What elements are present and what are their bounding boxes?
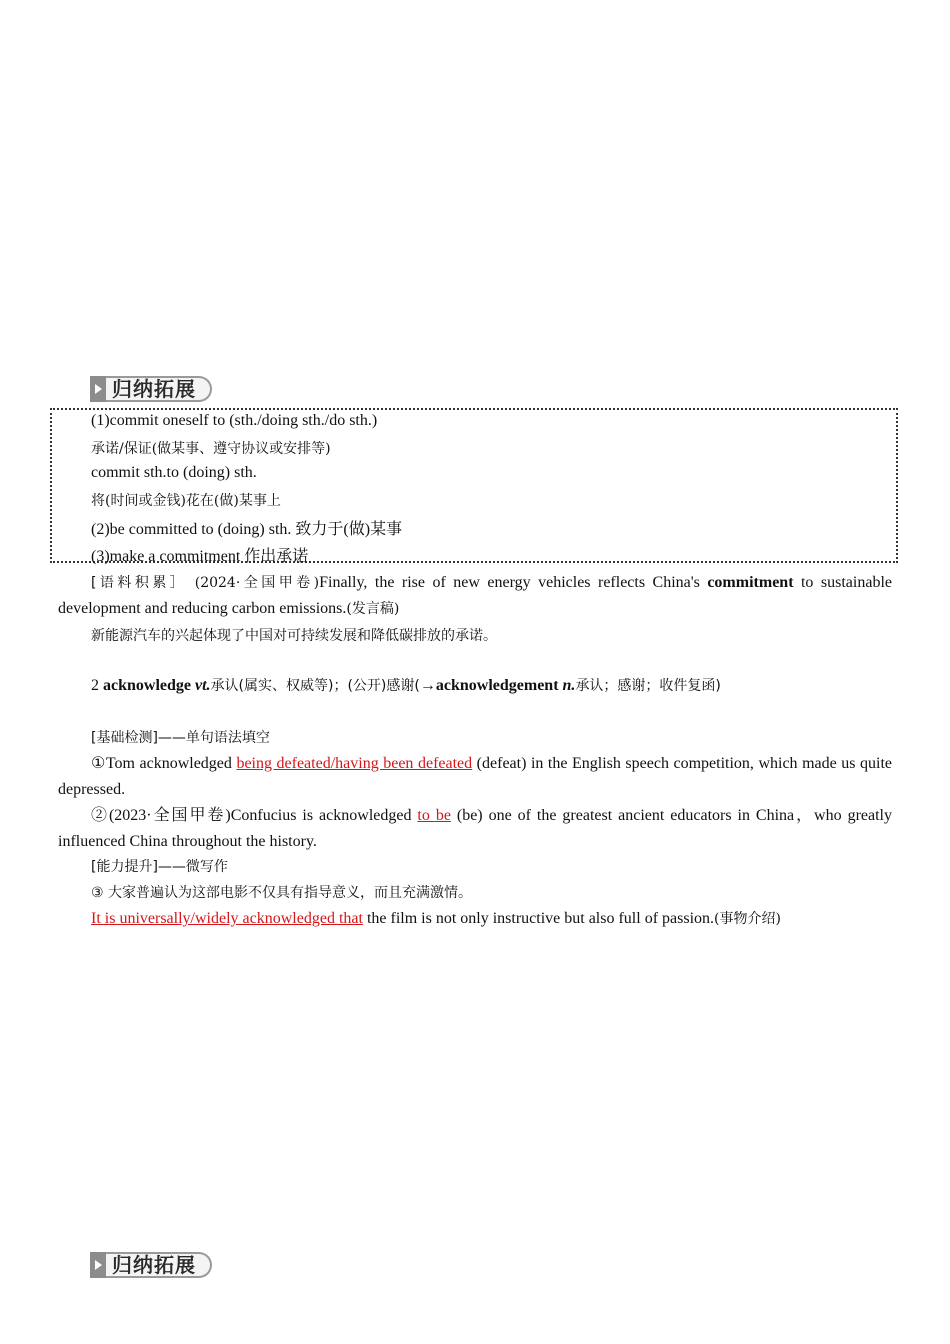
corpus-source: (2024·全国甲卷) bbox=[194, 575, 320, 591]
corpus-bold-word: commitment bbox=[707, 574, 794, 591]
q3-tag: (事物介绍) bbox=[714, 911, 781, 927]
q1-prefix: ①Tom acknowledged bbox=[91, 755, 237, 772]
entry-number: 2 bbox=[91, 677, 103, 694]
section-tag-summary-bottom bbox=[90, 1252, 214, 1278]
box-line-2: 承诺/保证(做某事、遵守协议或安排等) bbox=[91, 441, 331, 457]
section-tag-summary bbox=[90, 376, 214, 402]
play-icon bbox=[90, 376, 106, 402]
ability-heading: [能力提升]——微写作 bbox=[91, 859, 228, 875]
box-line-5: (2)be committed to (doing) sth. 致力于(做)某事 bbox=[91, 521, 403, 538]
entry-pos: vt. bbox=[195, 677, 211, 694]
question-2 bbox=[58, 803, 892, 855]
section-tag-label: 归纳拓展 bbox=[106, 1252, 212, 1278]
corpus-tag: (发言稿) bbox=[346, 601, 400, 617]
entry-acknowledge bbox=[91, 675, 721, 695]
q3-suffix: the film is not only instructive but also full of passion. bbox=[362, 910, 715, 927]
entry-derived: acknowledgement bbox=[435, 677, 563, 694]
entry-pos2: n. bbox=[562, 677, 576, 694]
box-line-1: (1)commit oneself to (sth./doing sth./do sth.) bbox=[91, 412, 378, 429]
q1-suffix: (defeat) in the English speech competition, which made us quite depressed. bbox=[58, 755, 893, 798]
question-1 bbox=[58, 751, 892, 803]
play-icon bbox=[90, 1252, 106, 1278]
corpus-paragraph bbox=[58, 570, 892, 622]
q2-prefix: ②(2023·全国甲卷)Confucius is acknowledged bbox=[91, 807, 418, 824]
question-3: ③ 大家普遍认为这部电影不仅具有指导意义，而且充满激情。 bbox=[91, 885, 472, 901]
summary-box bbox=[50, 408, 898, 563]
q3-answer: It is universally/widely acknowledged that bbox=[91, 910, 363, 927]
section-tag-label: 归纳拓展 bbox=[106, 376, 212, 402]
box-line-4: 将(时间或金钱)花在(做)某事上 bbox=[91, 493, 281, 509]
basic-heading: [基础检测]——单句语法填空 bbox=[91, 730, 270, 746]
corpus-label: [语料积累］ bbox=[91, 575, 188, 591]
question-3-answer-line bbox=[91, 908, 781, 928]
corpus-translation: 新能源汽车的兴起体现了中国对可持续发展和降低碳排放的承诺。 bbox=[91, 628, 497, 644]
entry-meaning2: 承认；感谢；收件复函) bbox=[575, 678, 721, 694]
arrow-icon: → bbox=[419, 677, 436, 694]
corpus-text-before: Finally, the rise of new energy vehicles reflects China's bbox=[319, 574, 708, 591]
box-line-3: commit sth.to (doing) sth. bbox=[91, 464, 257, 481]
q2-answer: to be bbox=[417, 807, 451, 824]
corpus-text-after: to sustainable development and reducing carbon emissions. bbox=[58, 574, 892, 617]
q2-suffix: (be) one of the greatest ancient educators in China，who greatly influenced China throughout the history. bbox=[58, 807, 892, 850]
q1-answer: being defeated/having been defeated bbox=[236, 755, 473, 772]
entry-meaning: 承认(属实、权威等)；(公开)感谢( bbox=[210, 678, 420, 694]
box-line-6: (3)make a commitment 作出承诺 bbox=[91, 548, 309, 565]
entry-word: acknowledge bbox=[103, 677, 195, 694]
